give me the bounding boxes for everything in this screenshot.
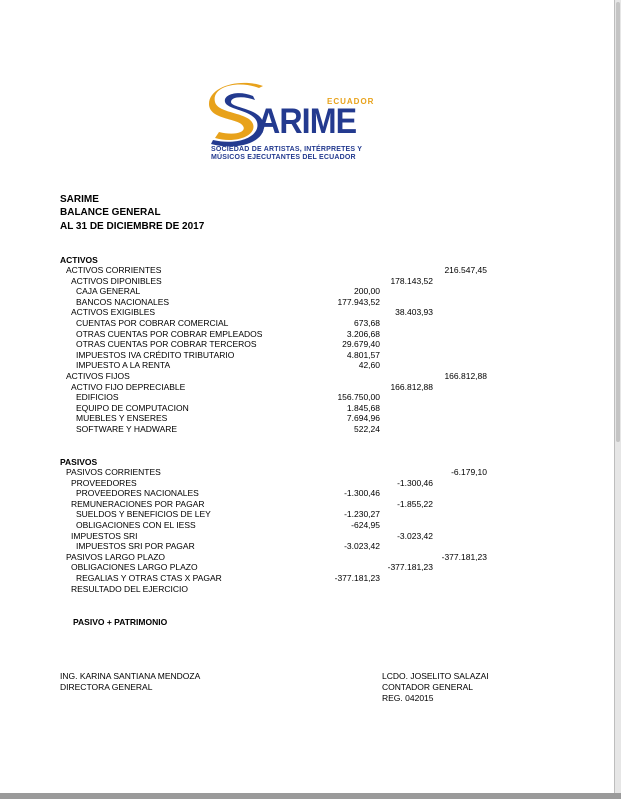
table-row: [0, 297, 614, 307]
table-row: [0, 520, 614, 530]
table-row: [0, 350, 614, 360]
row-label: EQUIPO DE COMPUTACION: [76, 402, 189, 413]
logo-tagline-2: MÚSICOS EJECUTANTES DEL ECUADOR: [211, 154, 356, 161]
signature-left-name: ING. KARINA SANTIANA MENDOZA: [60, 671, 201, 681]
row-label: CUENTAS POR COBRAR COMERCIAL: [76, 318, 229, 328]
row-amount: 156.750,00: [337, 392, 380, 403]
table-row: [0, 541, 614, 551]
row-label: MUEBLES Y ENSERES: [76, 413, 168, 424]
row-label: PROVEEDORES: [71, 477, 137, 488]
total-label: PASIVO + PATRIMONIO: [73, 617, 168, 627]
row-label: SUELDOS Y BENEFICIOS DE LEY: [76, 509, 211, 520]
sarime-logo: [209, 82, 391, 168]
table-row: [0, 265, 614, 275]
row-label: OBLIGACIONES CON EL IESS: [76, 520, 196, 530]
company-name: SARIME: [60, 194, 99, 205]
row-label: OTRAS CUENTAS POR COBRAR TERCEROS: [76, 339, 257, 350]
row-amount: 178.143,52: [390, 275, 433, 286]
row-label: RESULTADO DEL EJERCICIO: [71, 583, 188, 594]
row-amount: -3.023,42: [397, 530, 433, 541]
table-row: [0, 509, 614, 519]
logo-word: ARIME: [257, 102, 357, 141]
table-row: [0, 339, 614, 349]
signature-right-role: CONTADOR GENERAL: [382, 682, 473, 692]
row-label: OTRAS CUENTAS POR COBRAR EMPLEADOS: [76, 328, 263, 339]
row-label: ACTIVOS DIPONIBLES: [71, 275, 162, 286]
row-amount: 673,68: [354, 318, 380, 328]
row-amount: -6.179,10: [451, 467, 487, 477]
signature-left-role: DIRECTORA GENERAL: [60, 682, 153, 692]
row-label: ACTIVOS CORRIENTES: [66, 265, 162, 275]
table-row: [0, 403, 614, 413]
table-row: [0, 424, 614, 434]
row-amount: 1.845,68: [346, 402, 380, 413]
table-row: [0, 467, 614, 477]
table-row: [0, 573, 614, 583]
table-row: [0, 499, 614, 509]
table-row: [0, 552, 614, 562]
signature-right-reg: REG. 042015: [382, 693, 434, 703]
row-label: PASIVOS LARGO PLAZO: [66, 551, 166, 562]
row-label: ACTIVO FIJO DEPRECIABLE: [71, 381, 186, 392]
row-amount: -3.023,42: [344, 541, 380, 552]
row-amount: -377.181,23: [334, 573, 380, 583]
row-label: SOFTWARE Y HADWARE: [76, 424, 178, 434]
row-label: IMPUESTOS SRI POR PAGAR: [76, 541, 195, 552]
table-row: [0, 329, 614, 339]
logo-country: ECUADOR: [327, 97, 375, 106]
report-date: AL 31 DE DICIEMBRE DE 2017: [60, 221, 205, 232]
table-row: [0, 286, 614, 296]
table-row: [0, 360, 614, 370]
row-label: REMUNERACIONES POR PAGAR: [71, 498, 205, 509]
row-amount: -1.855,22: [397, 498, 433, 509]
row-amount: 177.943,52: [337, 296, 380, 307]
row-amount: 29.679,40: [342, 339, 380, 350]
row-amount: 166.812,88: [444, 371, 487, 381]
table-row: [0, 488, 614, 498]
row-amount: 166.812,88: [390, 381, 433, 392]
total-row: [0, 617, 614, 627]
row-label: PASIVOS CORRIENTES: [66, 467, 161, 477]
table-row: [0, 382, 614, 392]
row-amount: -1.230,27: [344, 509, 380, 520]
row-amount: 200,00: [354, 286, 380, 297]
activos-section-title: ACTIVOS: [60, 255, 98, 265]
row-label: CAJA GENERAL: [76, 286, 141, 297]
report-title: BALANCE GENERAL: [60, 207, 161, 218]
row-label: ACTIVOS FIJOS: [66, 371, 130, 381]
table-row: [0, 307, 614, 317]
logo-tagline-1: SOCIEDAD DE ARTISTAS, INTÉRPRETES Y: [211, 146, 363, 153]
row-amount: 7.694,96: [346, 413, 380, 424]
pasivos-section-title: PASIVOS: [60, 457, 98, 467]
row-amount: 42,60: [358, 360, 380, 371]
scrollbar-thumb[interactable]: [616, 2, 620, 442]
row-label: IMPUESTOS SRI: [71, 530, 138, 541]
row-label: ACTIVOS EXIGIBLES: [71, 307, 156, 318]
row-label: REGALIAS Y OTRAS CTAS X PAGAR: [76, 573, 222, 583]
table-row: [0, 318, 614, 328]
table-row: [0, 392, 614, 402]
table-row: [0, 276, 614, 286]
table-row: [0, 413, 614, 423]
row-label: BANCOS NACIONALES: [76, 296, 170, 307]
row-amount: -1.300,46: [397, 477, 433, 488]
table-row: [0, 371, 614, 381]
row-amount: -1.300,46: [344, 488, 380, 499]
row-amount: -377.181,23: [441, 551, 487, 562]
row-label: EDIFICIOS: [76, 392, 119, 403]
row-amount: 522,24: [354, 424, 380, 434]
row-amount: -377.181,23: [387, 562, 433, 573]
row-amount: 216.547,45: [444, 265, 487, 275]
bottom-edge: [0, 793, 621, 799]
signature-right-name: LCDO. JOSELITO SALAZAI: [382, 671, 489, 681]
row-amount: 38.403,93: [395, 307, 433, 318]
row-label: IMPUESTOS IVA CRÉDITO TRIBUTARIO: [76, 349, 235, 360]
table-row: [0, 531, 614, 541]
row-label: PROVEEDORES NACIONALES: [76, 488, 199, 499]
row-amount: 4.801,57: [346, 349, 380, 360]
row-amount: -624,95: [351, 520, 380, 530]
table-row: [0, 478, 614, 488]
row-label: OBLIGACIONES LARGO PLAZO: [71, 562, 198, 573]
table-row: [0, 584, 614, 594]
row-amount: 3.206,68: [346, 328, 380, 339]
row-label: IMPUESTO A LA RENTA: [76, 360, 171, 371]
table-row: [0, 562, 614, 572]
